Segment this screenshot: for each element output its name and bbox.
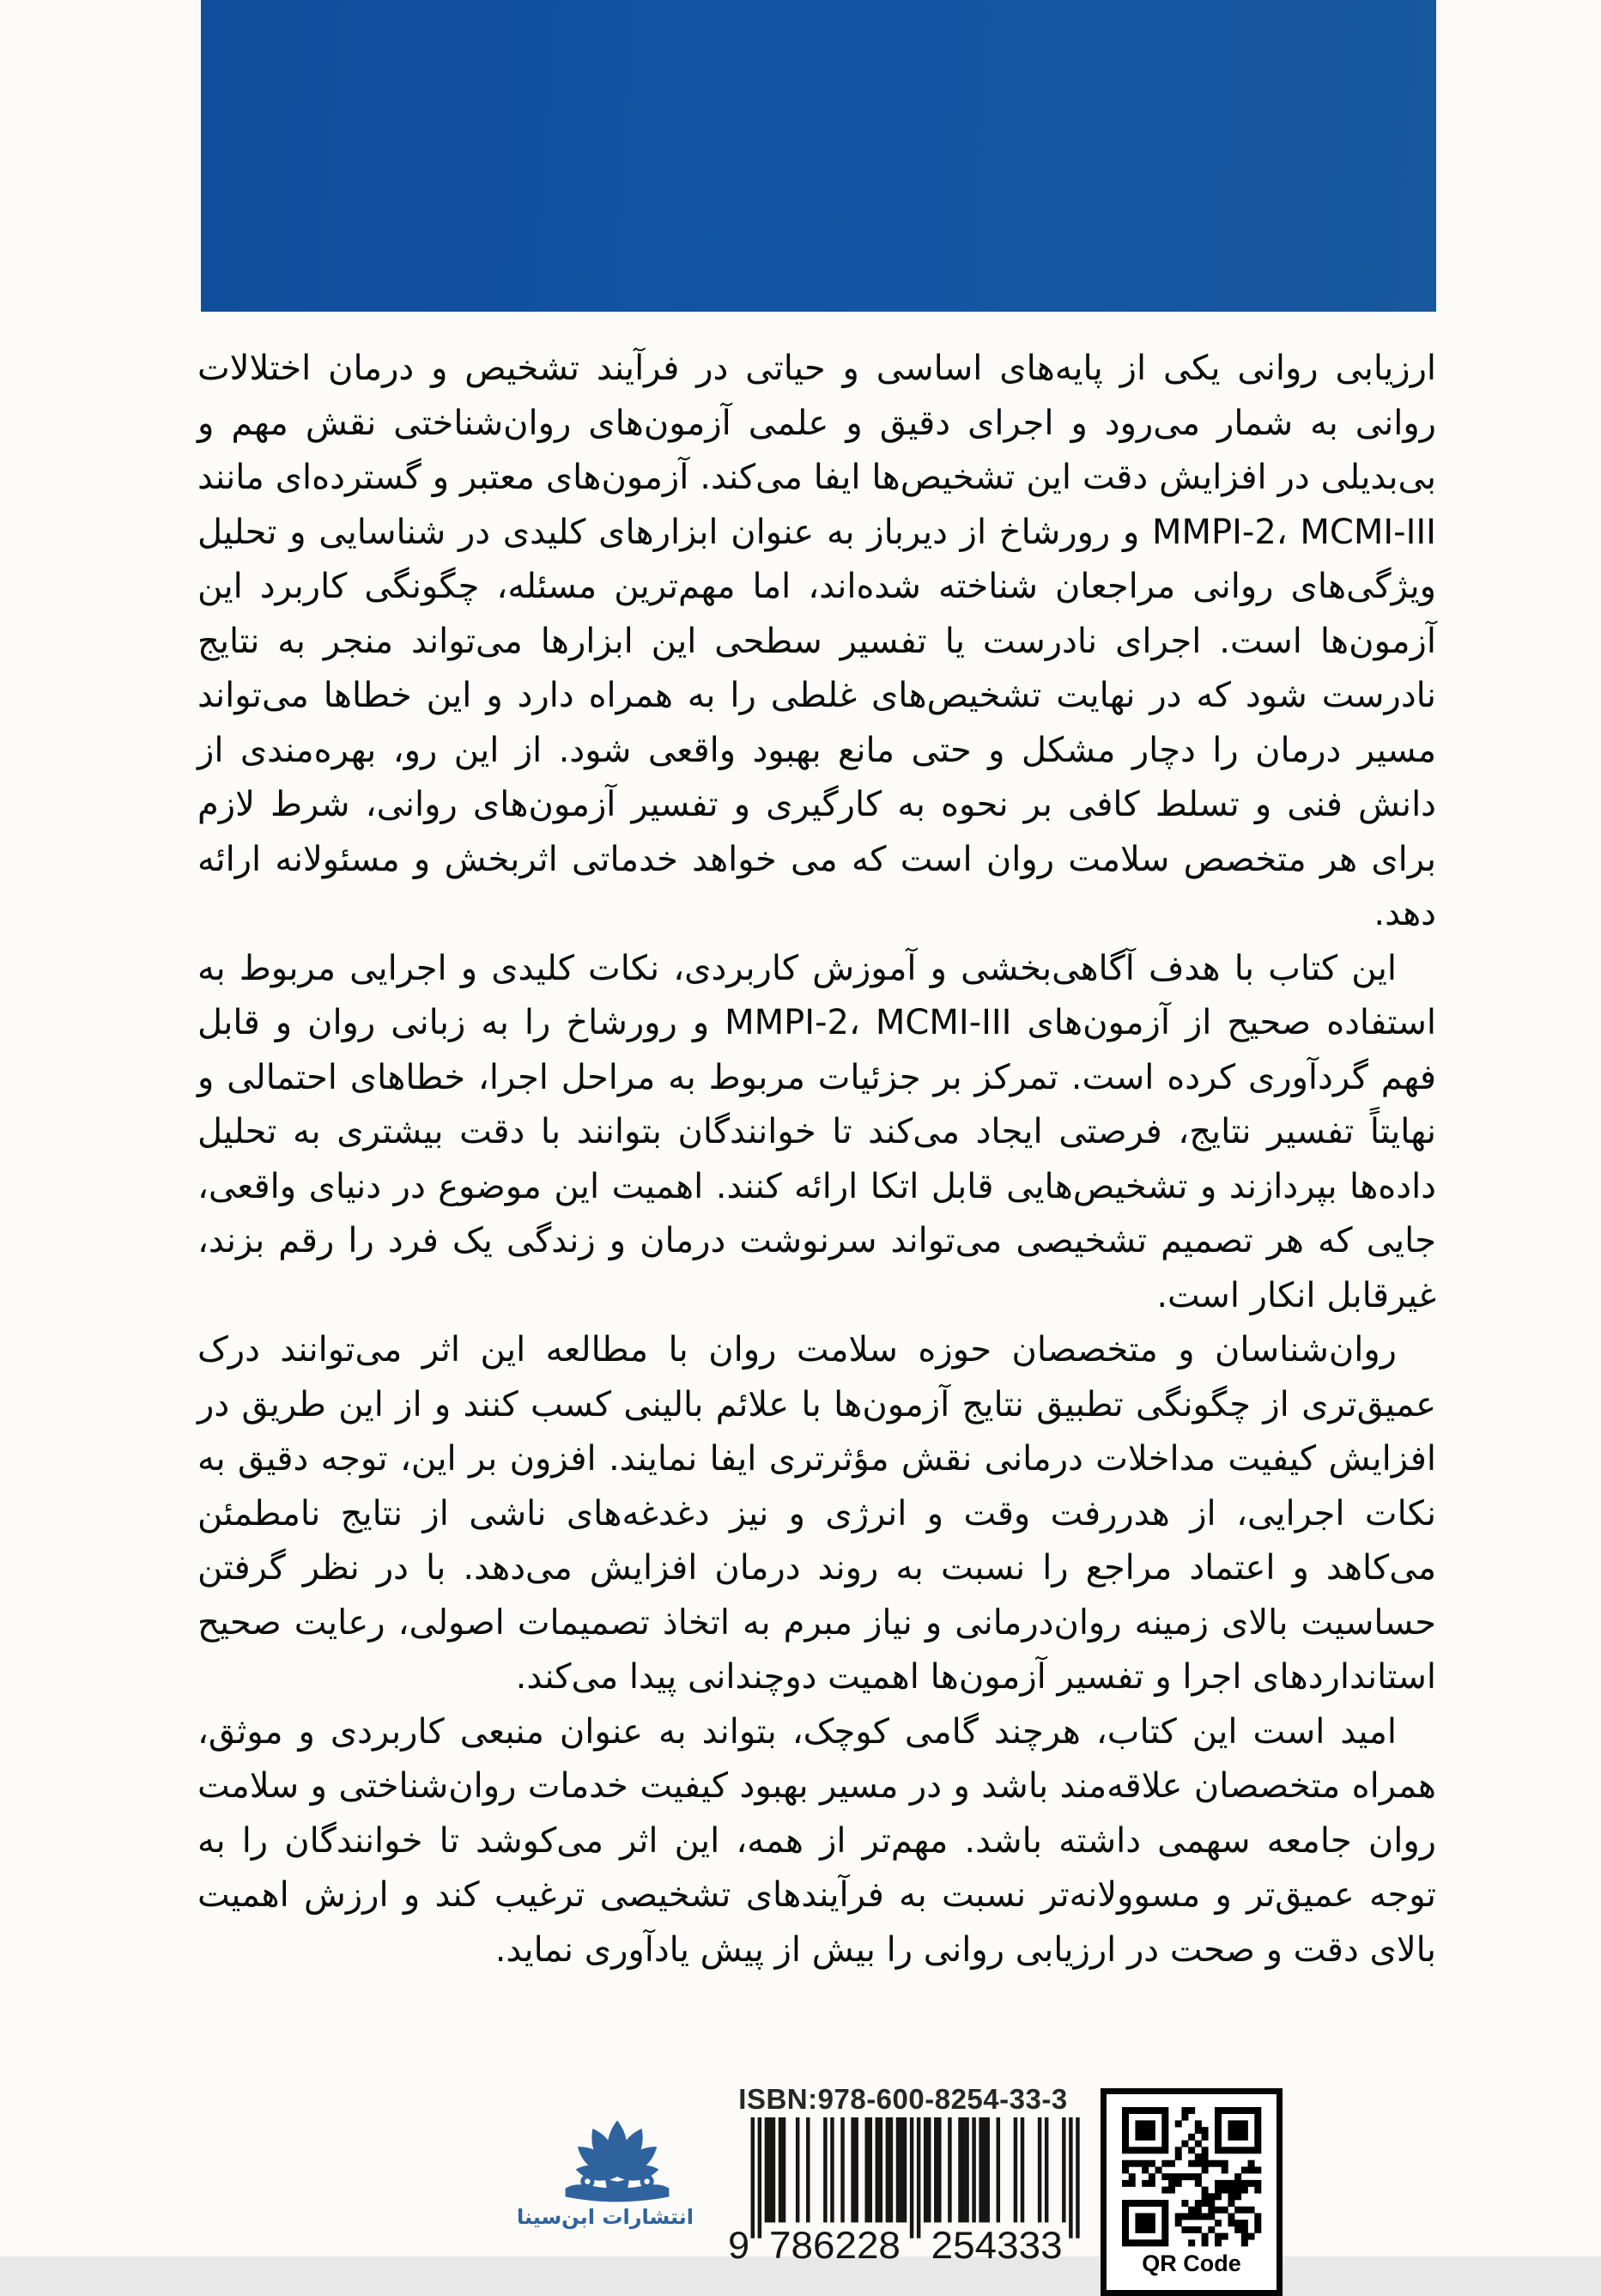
paragraph-2: این کتاب با هدف آگاهی‌بخشی و آموزش کاربردی، نکات کلیدی و اجرایی مربوط به استفاده صحیح از آزمون‌های MMPI-2، MCMI-III و رورشاخ را به زبانی روان و قابل فهم گردآوری کرده است. تمرکز بر جزئیات مربوط به مراحل اجرا، خطاهای احتمالی و نهایتاً تفسیر نتایج، فرصتی ایجاد می‌کند تا خوانندگان بتوانند با دقت بیشتری به تحلیل داده‌ها بپردازند و تشخیص‌هایی قابل اتکا ارائه کنند. اهمیت این موضوع در دنیای واقعی، جایی که هر تصمیم تشخیصی می‌تواند سرنوشت درمان و زندگی یک فرد را رقم بزند، غیرقابل انکار است. <box>197 948 1437 1315</box>
paragraph-4: امید است این کتاب، هرچند گامی کوچک، بتواند به عنوان منبعی کاربردی و موثق، همراه متخصصان علاقه‌مند باشد و در مسیر بهبود کیفیت خدمات روان‌شناختی و سلامت روان جامعه سهمی داشته باشد. مهم‌تر از همه، این اثر می‌کوشد تا خوانندگان را به توجه عمیق‌تر و مسوولانه‌تر نسبت به فرآیندهای تشخیصی ترغیب کند و ارزش اهمیت بالای دقت و صحت در ارزیابی روانی را بیش از پیش یادآوری نماید. <box>197 1711 1436 1970</box>
cover-top-banner <box>201 0 1436 312</box>
paragraph-3: روان‌شناسان و متخصصان حوزه سلامت روان با مطالعه این اثر می‌توانند درک عمیق‌تری از چگونگی تطبیق نتایج آزمون‌ها با علائم بالینی کسب کنند و از این طریق در افزایش کیفیت مداخلات درمانی نقش مؤثرتری ایفا نمایند. افزون بر این، توجه دقیق به نکات اجرایی، از هدررفت وقت و انرژی و نیز دغدغه‌های ناشی از نتایج نامطمئن می‌کاهد و اعتماد مراجع را نسبت به روند درمان افزایش می‌دهد. با در نظر گرفتن حساسیت بالای زمینه روان‌درمانی و نیاز مبرم به اتخاذ تصمیمات اصولی، رعایت صحیح استانداردهای اجرا و تفسیر آزمون‌ها اهمیت دوچندانی پیدا می‌کند. <box>197 1330 1436 1697</box>
publisher-name: انتشارات ابن‌سینا <box>516 2205 694 2229</box>
isbn-block <box>726 2083 1080 2268</box>
back-cover-text <box>197 342 1436 1977</box>
svg-text:786228: 786228 <box>768 2223 901 2268</box>
qr-frame <box>1101 2088 1283 2296</box>
svg-text:254333: 254333 <box>931 2223 1063 2268</box>
paragraph-1: ارزیابی روانی یکی از پایه‌های اساسی و حیاتی در فرآیند تشخیص و درمان اختلالات روانی به شمار می‌رود و اجرای دقیق و علمی آزمون‌های روان‌شناختی نقش مهم و بی‌بدیلی در افزایش دقت این تشخیص‌ها ایفا می‌کند. آزمون‌های معتبر و گسترده‌ای مانند MMPI-2، MCMI-III و رورشاخ از دیرباز به عنوان ابزارهای کلیدی در شناسایی و تحلیل ویژگی‌های روانی مراجعان شناخته شده‌اند، اما مهم‌ترین مسئله، چگونگی کاربرد این آزمون‌ها است. اجرای نادرست یا تفسیر سطحی این ابزارها می‌تواند منجر به نتایج نادرست شود که در نهایت تشخیص‌های غلطی را به همراه دارد و این خطاها می‌تواند مسیر درمان را دچار مشکل و حتی مانع بهبود واقعی شود. از این رو، بهره‌مندی از دانش فنی و تسلط کافی بر نحوه به کارگیری و تفسیر آزمون‌های روانی، شرط لازم برای هر متخصص سلامت روان است که می خواهد خدماتی اثربخش و مسئولانه ارائه دهد. <box>197 349 1436 933</box>
isbn-text: ISBN:978-600-8254-33-3 <box>738 2083 1068 2115</box>
qr-code <box>1122 2107 1261 2246</box>
lotus-shell-icon <box>541 2105 694 2205</box>
publisher-logo <box>516 2105 694 2229</box>
ean13-barcode <box>726 2117 1080 2268</box>
svg-text:9: 9 <box>728 2223 750 2268</box>
qr-code-label: QR Code <box>1142 2250 1241 2276</box>
